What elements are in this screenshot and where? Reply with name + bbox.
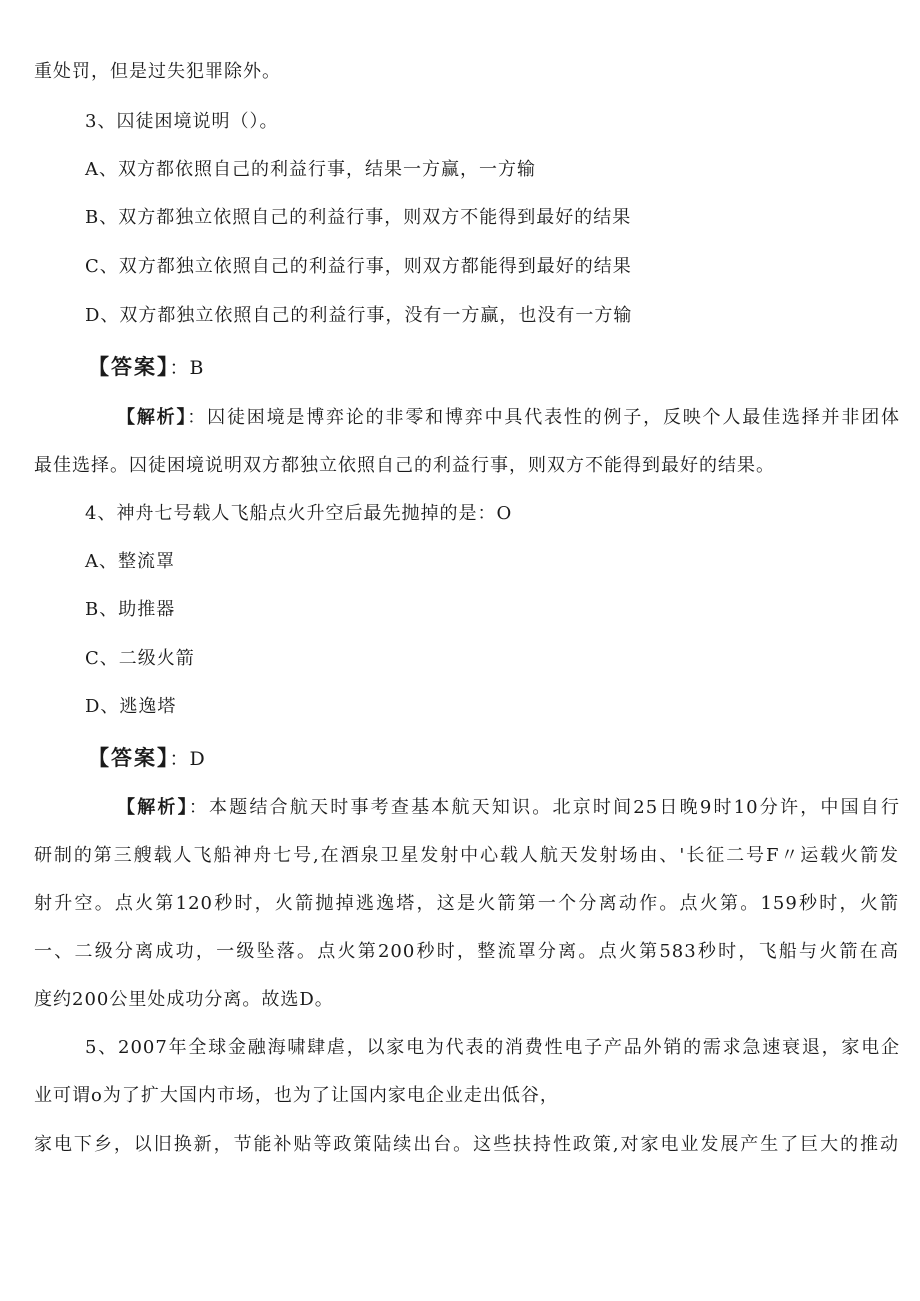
q4-option-a: A、整流罩 [85,551,175,572]
q5-line-2: 业可谓o为了扩大国内市场，也为了让国内家电企业走出低谷， [34,1085,559,1106]
q4-analysis-line-2: 研制的第三艘载人飞船神舟七号,在酒泉卫星发射中心载人航天发射场由、'长征二号F〃运载火箭发 [34,845,899,866]
q3-answer-label: 【答案】 [88,354,170,379]
q4-answer [88,746,206,771]
q3-option-d: D、双方都独立依照自己的利益行事，没有一方赢，也没有一方输 [85,305,633,326]
q4-analysis-line-1: 【解析】：本题结合航天时事考查基本航天知识。北京时间25日晚9时10分许，中国自行 [117,797,901,818]
q4-answer-label: 【答案】 [88,745,170,770]
q3-analysis-label: 【解析】 [117,407,188,428]
q3-analysis-line-1: 【解析】：囚徒困境是博弈论的非零和博弈中具代表性的例子，反映个人最佳选择并非团体 [117,407,901,428]
q3-answer-value: ：B [169,357,205,379]
q4-stem: 4、神舟七号载人飞船点火升空后最先抛掉的是：O [85,503,513,524]
q4-option-d: D、逃逸塔 [85,696,177,717]
q3-option-c: C、双方都独立依照自己的利益行事，则双方都能得到最好的结果 [85,256,632,277]
q5-line-1: 5、2007年全球金融海啸肆虐，以家电为代表的消费性电子产品外销的需求急速衰退，家电企 [85,1037,900,1058]
q4-analysis-label: 【解析】 [117,797,189,818]
q4-analysis-line-3: 射升空。点火第120秒时，火箭抛掉逃逸塔，这是火箭第一个分离动作。点火第。159秒时，火箭 [34,893,899,914]
intro-tail-text: 重处罚，但是过失犯罪除外。 [34,61,281,82]
q5-line-3: 家电下乡，以旧换新，节能补贴等政策陆续出台。这些扶持性政策,对家电业发展产生了巨大的推动 [34,1134,899,1155]
q3-option-a: A、双方都依照自己的利益行事，结果一方赢，一方输 [85,159,536,180]
q4-answer-value: ：D [169,748,206,770]
q4-option-c: C、二级火箭 [85,648,195,669]
q3-answer [88,355,204,380]
q4-option-b: B、助推器 [85,599,176,620]
q3-option-b: B、双方都独立依照自己的利益行事，则双方不能得到最好的结果 [85,207,632,228]
q4-analysis-line-5: 度约200公里处成功分离。故选D。 [34,989,334,1010]
q3-stem: 3、囚徒困境说明（）。 [85,111,279,132]
q4-analysis-line-4: 一、二级分离成功，一级坠落。点火第200秒时，整流罩分离。点火第583秒时，飞船与火箭在高 [34,941,899,962]
q3-analysis-line-2: 最佳选择。囚徒困境说明双方都独立依照自己的利益行事，则双方不能得到最好的结果。 [34,455,775,476]
